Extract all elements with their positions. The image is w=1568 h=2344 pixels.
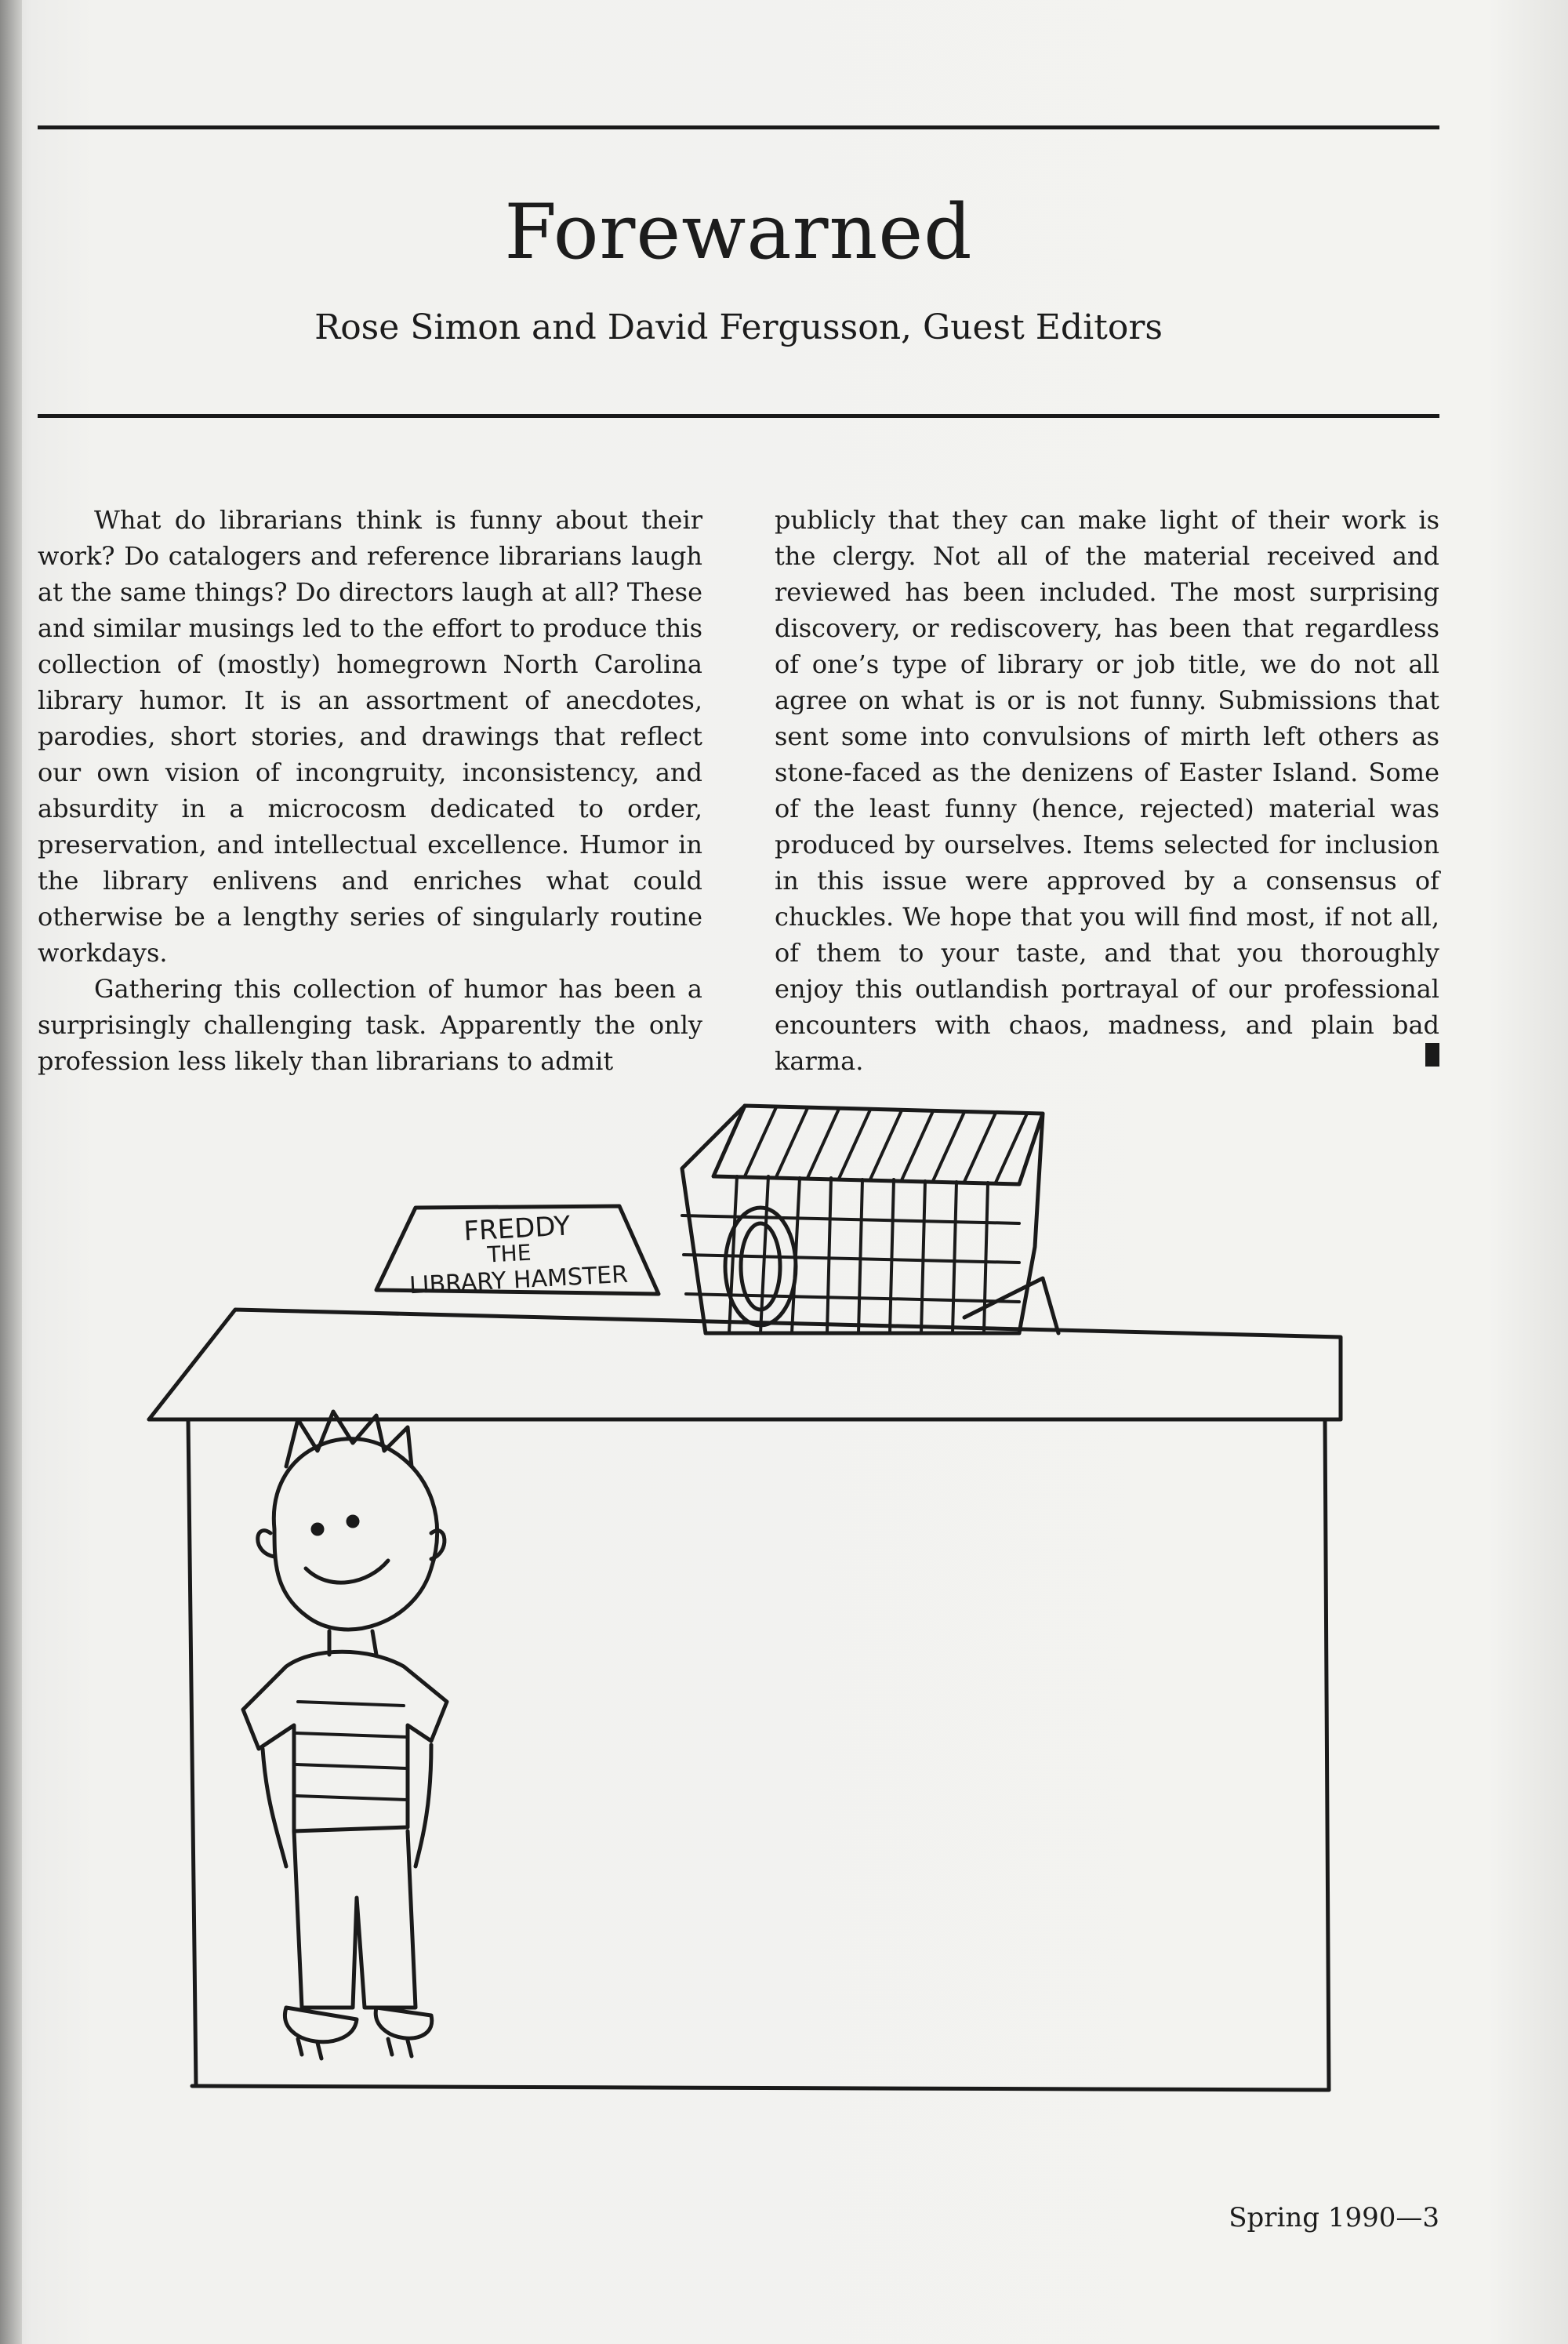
binding-shadow xyxy=(0,0,22,2344)
paragraph-2-continued-text: publicly that they can make light of their work is the clergy. Not all of the material received and reviewed has been included. The most surprising discovery, or rediscovery, has been that regardless of one’s type of library or job title, we do not all agree on what is or is not funny. Submissions that sent some into convulsions of mirth left others as stone-faced as the denizens of Easter Island. Some of the least funny (hence, rejected) material was produced by ourselves. Items selected for inclusion in this issue were approved by a consensus of chuckles. We hope that you will find most, if not all, of them to your taste, and that you thoroughly enjoy this outlandish portrayal of our professional encounters with chaos, madness, and plain bad karma. xyxy=(775,505,1439,1076)
desk-top xyxy=(149,1310,1341,1419)
top-rule xyxy=(38,125,1439,129)
hamster-cartoon xyxy=(118,1082,1372,2196)
paragraph-2: Gathering this collection of humor has been a surprisingly challenging task. Apparently the only profession less likely than librarians to admit xyxy=(38,974,702,1076)
boy-figure xyxy=(243,1412,447,2059)
desk-front-right xyxy=(1325,1419,1329,2090)
paragraph-2-continued xyxy=(775,502,1439,1079)
hamster-cage xyxy=(682,1106,1058,1333)
column-right xyxy=(775,502,1439,1079)
desk-bottom xyxy=(192,2086,1329,2090)
article-title: Forewarned xyxy=(504,188,973,276)
end-of-article-mark xyxy=(1425,1043,1439,1067)
sign-line-2: THE xyxy=(486,1239,532,1268)
sign-line-1: FREDDY xyxy=(463,1210,572,1248)
paragraph-1: What do librarians think is funny about their work? Do catalogers and reference librarians laugh at the same things? Do directors laugh at all? These and similar musings led to the effort to produce this collection of (mostly) homegrown North Carolina library humor. It is an assortment of anecdotes, parodies, short stories, and drawings that reflect our own vision of incongruity, inconsistency, and absurdity in a microcosm dedicated to order, preservation, and intellectual excellence. Humor in the library enlivens and enriches what could otherwise be a lengthy series of singularly routine workdays. xyxy=(38,505,702,968)
article-byline: Rose Simon and David Fergusson, Guest Editors xyxy=(314,307,1163,347)
header-rule xyxy=(38,414,1439,418)
page-folio: Spring 1990—3 xyxy=(1229,2202,1439,2233)
sign-line-3: LIBRARY HAMSTER xyxy=(408,1260,629,1300)
desk-front-left xyxy=(188,1419,196,2086)
column-left xyxy=(38,502,702,1079)
